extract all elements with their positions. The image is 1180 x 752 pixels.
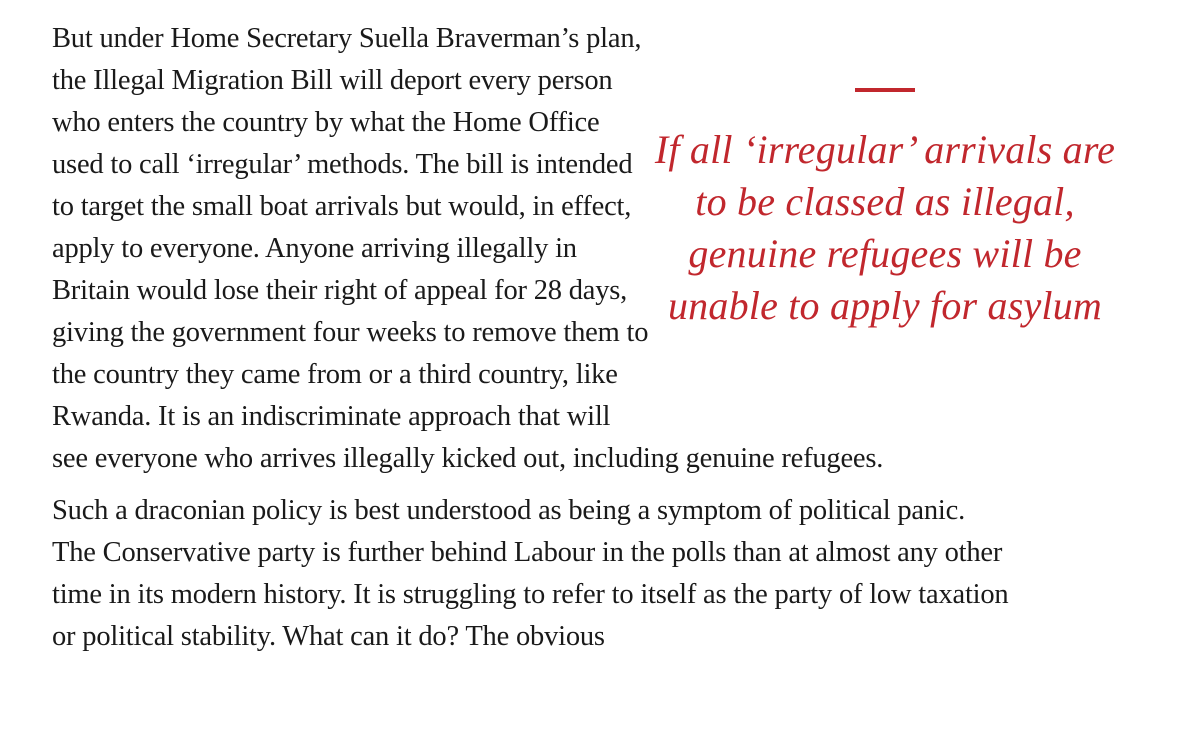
paragraph-2: Such a draconian policy is best understood as being a symptom of political panic. The Conservative party is further behind Labour in the polls than at almost any other time in its modern history. It is struggling to refer to itself as the party of low taxation or political stability. What can it do? The obvious xyxy=(52,495,1009,652)
article-body xyxy=(52,18,1116,668)
pull-quote-text: If all ‘irregular’ arrivals are to be classed as illegal, genuine refugees will be unable to apply for asylum xyxy=(654,127,1116,328)
pull-quote-rule xyxy=(855,88,915,92)
pull-quote xyxy=(650,18,1120,398)
paragraph-1: But under Home Secretary Suella Braverman’s plan, the Illegal Migration Bill will deport every person who enters the country by what the Home Office used to call ‘irregular’ methods. The bill is intended to target the small boat arrivals but would, in effect, apply to everyone. Anyone arriving illegally in Britain would lose their right of appeal for 28 days, giving the government four weeks to remove them to the country they came from or a third country, like Rwanda. It is an indiscriminate approach that will see everyone who arrives illegally kicked out, including genuine refugees. xyxy=(52,23,884,474)
